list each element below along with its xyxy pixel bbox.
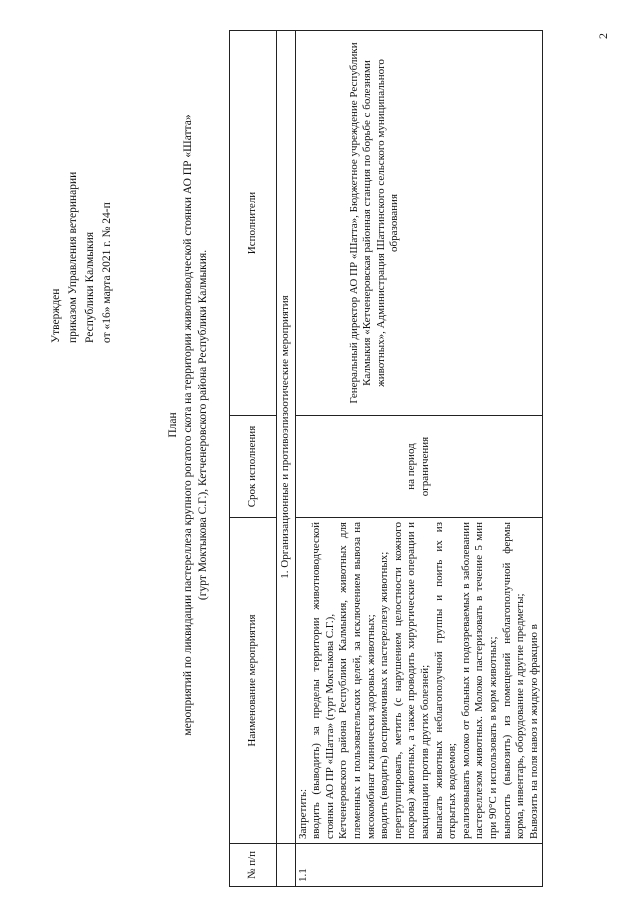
table-row bbox=[295, 31, 542, 887]
name-line: Запретить: bbox=[296, 788, 309, 839]
name-line: Кетченеровского района Республики Калмыкия, животных для племенных и пользовательских целей, за исключением вывоза на мясокомбинат клинически здоровых животных; bbox=[337, 522, 377, 839]
approval-line: Утвержден bbox=[50, 288, 62, 343]
row-name bbox=[295, 518, 542, 844]
row-num: 1.1 bbox=[295, 844, 542, 887]
page-number: 2 bbox=[596, 33, 610, 39]
measures-table bbox=[229, 30, 543, 887]
title-heading: План bbox=[167, 412, 179, 438]
approval-stamp bbox=[48, 43, 116, 343]
header-term: Срок исполнения bbox=[230, 416, 277, 518]
header-executors: Исполнители bbox=[230, 31, 277, 416]
table-header-row bbox=[230, 31, 277, 887]
name-line: вводить (выводить) за пределы территории животноводческой стоянки АО ПР «Шатта» (гурт Моктыкова С.Г.), bbox=[310, 522, 336, 839]
approval-line: от «16» марта 2021 г. № 24-п bbox=[101, 202, 113, 343]
document-title bbox=[166, 75, 211, 775]
name-line: перегруппировать, метить (с нарушением целостности кожного покрова) животных, а также проводить хирургические операции и вакцинации против других болезней; bbox=[391, 522, 431, 839]
name-line: Вывозить на поля навоз и жидкую фракцию в bbox=[527, 624, 540, 839]
approval-line: приказом Управления ветеринарии bbox=[67, 171, 79, 343]
section-row bbox=[277, 31, 296, 887]
header-num: № п/п bbox=[230, 844, 277, 887]
section-title: 1. Организационные и противоэпизоотические мероприятия bbox=[277, 31, 296, 844]
name-line: выпасать животных неблагополучной группы и поить их из открытых водоемов; bbox=[432, 522, 459, 839]
title-line: (гурт Моктыкова С.Г.), Кетченеровского района Республики Калмыкия. bbox=[197, 249, 209, 601]
title-line: мероприятий по ликвидации пастереллеза крупного рогатого скота на территории животноводческой стоянки АО ПР «Шатта» bbox=[182, 114, 194, 736]
section-empty-cell bbox=[277, 844, 296, 887]
name-line: реализовывать молоко от больных и подозреваемых в заболевании пастереллезом животных. Молоко пастеризовать в течение 5 мин при 90°С и использовать в корм животных; bbox=[459, 522, 499, 839]
row-executors: Генеральный директор АО ПР «Шатта», Бюджетное учреждение Республики Калмыкия «Кетченеровская районная станция по борьбе с болезнями животных», Администрация Шаттинского сельского муниципального образования bbox=[295, 31, 542, 416]
approval-line: Республики Калмыкия bbox=[84, 231, 96, 343]
row-term: на период ограничения bbox=[295, 416, 542, 518]
name-line: выносить (вывозить) из помещений неблагополучной фермы корма, инвентарь, оборудование и другие предметы; bbox=[500, 522, 527, 839]
name-line: вводить (вводить) восприимчивых к пастереллезу животных; bbox=[378, 551, 391, 839]
header-name: Наименование мероприятия bbox=[230, 518, 277, 844]
